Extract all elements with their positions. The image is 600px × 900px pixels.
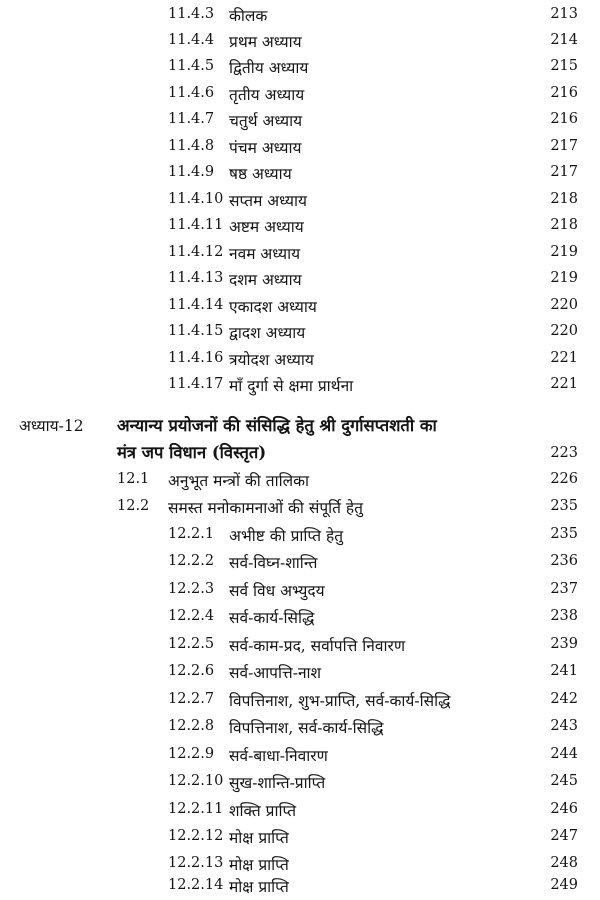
toc-entry bbox=[0, 659, 600, 686]
toc-section bbox=[0, 494, 600, 521]
entry-title: सर्व-कार्य-सिद्धि bbox=[229, 609, 315, 627]
entry-page: 238 bbox=[550, 608, 578, 624]
entry-title: विपत्तिनाश, सर्व-कार्य-सिद्धि bbox=[229, 719, 384, 737]
entry-title: चतुर्थ अध्याय bbox=[229, 112, 303, 130]
entry-title: सप्तम अध्याय bbox=[229, 192, 307, 210]
section-page: 226 bbox=[550, 471, 578, 487]
toc-entry bbox=[0, 346, 600, 373]
entry-page: 236 bbox=[550, 553, 578, 569]
toc-entry bbox=[0, 372, 600, 399]
entry-number: 11.4.4 bbox=[168, 32, 215, 48]
entry-page: 214 bbox=[550, 32, 578, 48]
entry-page: 217 bbox=[550, 138, 578, 154]
entry-title: एकादश अध्याय bbox=[229, 298, 317, 316]
entry-page: 216 bbox=[550, 85, 578, 101]
toc-entry bbox=[0, 134, 600, 161]
toc-entry bbox=[0, 632, 600, 659]
entry-page: 247 bbox=[550, 828, 578, 844]
toc-entry bbox=[0, 213, 600, 240]
section-title: अनुभूत मन्त्रों की तालिका bbox=[168, 472, 310, 490]
entry-title: तृतीय अध्याय bbox=[229, 86, 305, 104]
entry-page: 249 bbox=[550, 877, 578, 893]
entry-number: 12.2.11 bbox=[168, 801, 224, 817]
entry-number: 12.2.2 bbox=[168, 553, 215, 569]
entry-page: 248 bbox=[550, 855, 578, 871]
entry-page: 220 bbox=[550, 323, 578, 339]
entry-number: 11.4.13 bbox=[168, 270, 224, 286]
entry-number: 12.2.13 bbox=[168, 855, 224, 871]
entry-number: 11.4.5 bbox=[168, 58, 215, 74]
chapter-heading bbox=[0, 412, 600, 439]
entry-title: पंचम अध्याय bbox=[229, 139, 302, 157]
entry-number: 11.4.17 bbox=[168, 376, 224, 392]
entry-title: प्रथम अध्याय bbox=[229, 33, 302, 51]
entry-page: 215 bbox=[550, 58, 578, 74]
toc-entry bbox=[0, 240, 600, 267]
entry-page: 246 bbox=[550, 801, 578, 817]
entry-page: 239 bbox=[550, 636, 578, 652]
toc-entry bbox=[0, 28, 600, 55]
entry-number: 12.2.10 bbox=[168, 773, 224, 789]
entry-number: 12.2.7 bbox=[168, 691, 215, 707]
toc-entry bbox=[0, 187, 600, 214]
entry-number: 12.2.3 bbox=[168, 581, 215, 597]
entry-number: 11.4.3 bbox=[168, 6, 215, 22]
entry-page: 244 bbox=[550, 746, 578, 762]
toc-entry bbox=[0, 742, 600, 769]
entry-page: 218 bbox=[550, 217, 578, 233]
entry-number: 12.2.12 bbox=[168, 828, 224, 844]
entry-number: 12.2.4 bbox=[168, 608, 215, 624]
entry-number: 12.2.14 bbox=[168, 877, 224, 893]
entry-number: 11.4.15 bbox=[168, 323, 224, 339]
chapter-number: अध्याय-12 bbox=[19, 417, 84, 435]
entry-number: 12.2.1 bbox=[168, 526, 215, 542]
toc-entry bbox=[0, 769, 600, 796]
entry-number: 11.4.9 bbox=[168, 164, 215, 180]
toc-entry bbox=[0, 604, 600, 631]
entry-title: विपत्तिनाश, शुभ-प्राप्ति, सर्व-कार्य-सिद्धि bbox=[229, 692, 451, 710]
toc-entry bbox=[0, 54, 600, 81]
entry-number: 12.2.6 bbox=[168, 663, 215, 679]
entry-page: 220 bbox=[550, 297, 578, 313]
toc-entry bbox=[0, 797, 600, 824]
entry-page: 237 bbox=[550, 581, 578, 597]
entry-page: 243 bbox=[550, 718, 578, 734]
entry-number: 11.4.11 bbox=[168, 217, 224, 233]
toc-entry bbox=[0, 319, 600, 346]
section-title: समस्त मनोकामनाओं की संपूर्ति हेतु bbox=[168, 499, 363, 517]
entry-title: मोक्ष प्राप्ति bbox=[229, 829, 289, 847]
toc-entry bbox=[0, 549, 600, 576]
chapter-title-line1: अन्यान्य प्रयोजनों की संसिद्धि हेतु श्री दुर्गासप्तशती का bbox=[117, 416, 437, 435]
entry-page: 216 bbox=[550, 111, 578, 127]
entry-number: 12.2.8 bbox=[168, 718, 215, 734]
entry-page: 219 bbox=[550, 270, 578, 286]
entry-page: 221 bbox=[550, 350, 578, 366]
entry-title: द्वादश अध्याय bbox=[229, 324, 306, 342]
toc-entry bbox=[0, 714, 600, 741]
entry-page: 221 bbox=[550, 376, 578, 392]
entry-number: 12.2.5 bbox=[168, 636, 215, 652]
entry-title: सर्व विध अभ्युदय bbox=[229, 582, 325, 600]
entry-title: मोक्ष प्राप्ति bbox=[229, 878, 289, 896]
toc-entry bbox=[0, 81, 600, 108]
toc-entry bbox=[0, 522, 600, 549]
entry-page: 218 bbox=[550, 191, 578, 207]
entry-number: 12.2.9 bbox=[168, 746, 215, 762]
entry-page: 235 bbox=[550, 526, 578, 542]
entry-title: षष्ठ अध्याय bbox=[229, 165, 292, 183]
entry-page: 217 bbox=[550, 164, 578, 180]
entry-title: मोक्ष प्राप्ति bbox=[229, 856, 289, 874]
chapter-title-line2: मंत्र जप विधान (विस्तृत) bbox=[117, 443, 267, 462]
toc-entry bbox=[0, 577, 600, 604]
entry-title: शक्ति प्राप्ति bbox=[229, 802, 297, 820]
chapter-page: 223 bbox=[550, 445, 578, 461]
toc-entry bbox=[0, 266, 600, 293]
chapter-heading-continued bbox=[0, 439, 600, 466]
entry-title: कीलक bbox=[229, 7, 268, 25]
toc-section bbox=[0, 467, 600, 494]
entry-page: 213 bbox=[550, 6, 578, 22]
entry-number: 11.4.10 bbox=[168, 191, 224, 207]
entry-page: 241 bbox=[550, 663, 578, 679]
entry-title: नवम अध्याय bbox=[229, 245, 301, 263]
entry-number: 11.4.14 bbox=[168, 297, 224, 313]
toc-entry bbox=[0, 824, 600, 851]
entry-page: 245 bbox=[550, 773, 578, 789]
toc-entry bbox=[0, 107, 600, 134]
section-number: 12.2 bbox=[117, 498, 150, 514]
section-page: 235 bbox=[550, 498, 578, 514]
toc-entry bbox=[0, 687, 600, 714]
toc-entry bbox=[0, 293, 600, 320]
entry-title: दशम अध्याय bbox=[229, 271, 302, 289]
entry-title: सर्व-आपत्ति-नाश bbox=[229, 664, 322, 682]
entry-title: सर्व-विघ्न-शान्ति bbox=[229, 554, 318, 572]
entry-title: माँ दुर्गा से क्षमा प्रार्थना bbox=[229, 377, 354, 395]
entry-title: अष्टम अध्याय bbox=[229, 218, 304, 236]
entry-title: द्वितीय अध्याय bbox=[229, 59, 309, 77]
entry-number: 11.4.6 bbox=[168, 85, 215, 101]
entry-title: सर्व-काम-प्रद, सर्वापत्ति निवारण bbox=[229, 637, 406, 655]
toc-entry bbox=[0, 873, 600, 900]
entry-number: 11.4.16 bbox=[168, 350, 224, 366]
entry-number: 11.4.8 bbox=[168, 138, 215, 154]
section-number: 12.1 bbox=[117, 471, 150, 487]
entry-title: अभीष्ट की प्राप्ति हेतु bbox=[229, 527, 344, 545]
entry-title: त्रयोदश अध्याय bbox=[229, 351, 314, 369]
toc-entry bbox=[0, 160, 600, 187]
entry-number: 11.4.7 bbox=[168, 111, 215, 127]
entry-page: 219 bbox=[550, 244, 578, 260]
entry-title: सर्व-बाधा-निवारण bbox=[229, 747, 328, 765]
toc-entry bbox=[0, 2, 600, 29]
entry-number: 11.4.12 bbox=[168, 244, 224, 260]
entry-title: सुख-शान्ति-प्राप्ति bbox=[229, 774, 326, 792]
entry-page: 242 bbox=[550, 691, 578, 707]
